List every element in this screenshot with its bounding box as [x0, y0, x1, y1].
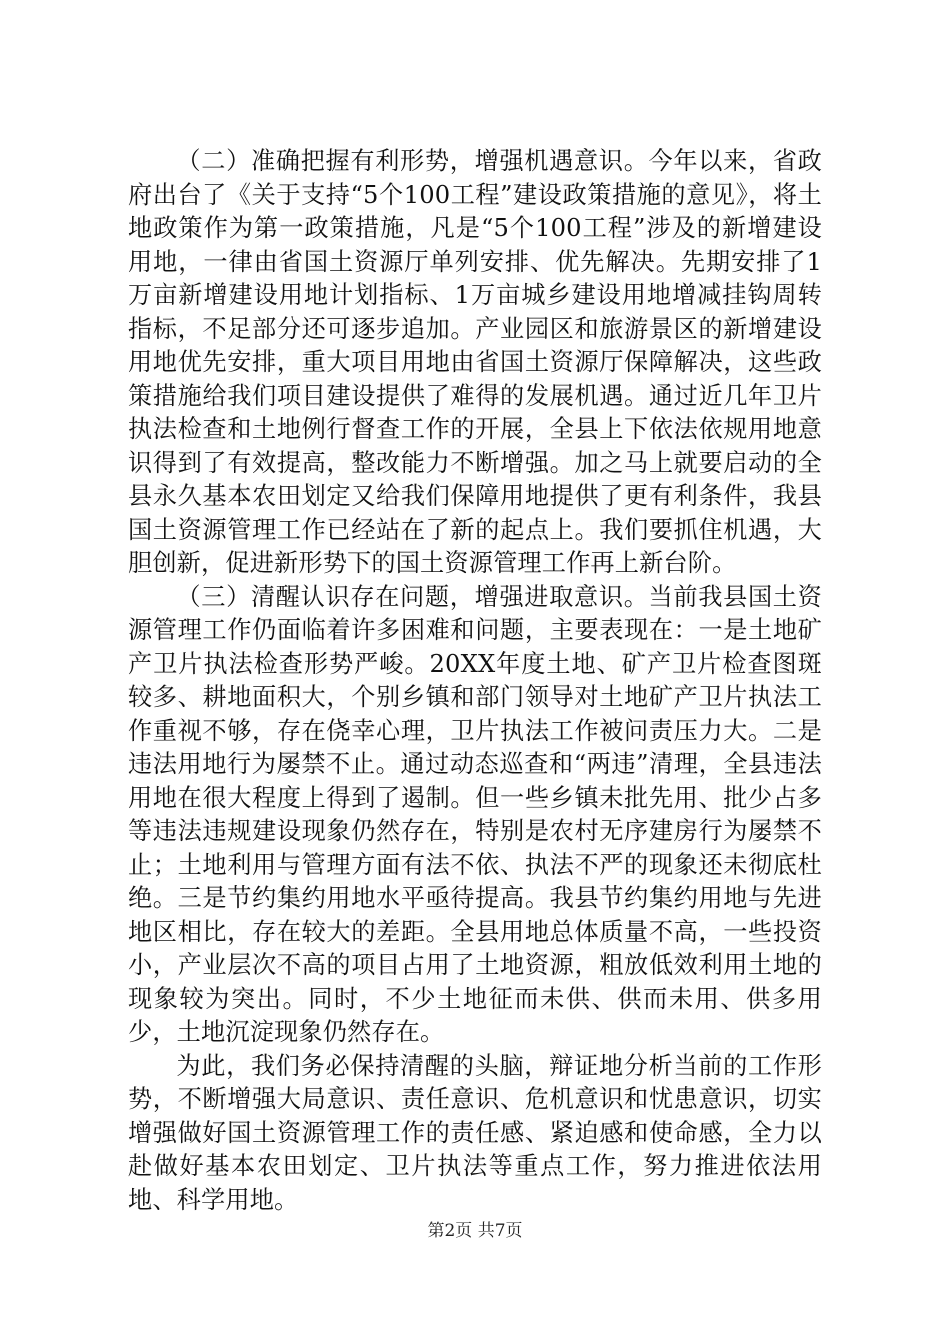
- document-body: [128, 145, 822, 1217]
- paragraph-section-3: （三）清醒认识存在问题，增强进取意识。当前我县国土资源管理工作仍面临着许多困难和问题，主要表现在：一是土地矿产卫片执法检查形势严峻。20XX年度土地、矿产卫片检查图斑较多、耕地面积大，个别乡镇和部门领导对土地矿产卫片执法工作重视不够，存在侥幸心理，卫片执法工作被问责压力大。二是违法用地行为屡禁不止。通过动态巡查和“两违”清理，全县违法用地在很大程度上得到了遏制。但一些乡镇未批先用、批少占多等违法违规建设现象仍然存在，特别是农村无序建房行为屡禁不止；土地利用与管理方面有法不依、执法不严的现象还未彻底杜绝。三是节约集约用地水平亟待提高。我县节约集约用地与先进地区相比，存在较大的差距。全县用地总体质量不高，一些投资小，产业层次不高的项目占用了土地资源，粗放低效利用土地的现象较为突出。同时，不少土地征而未供、供而未用、供多用少，土地沉淀现象仍然存在。: [128, 582, 822, 1046]
- paragraph-conclusion: 为此，我们务必保持清醒的头脑，辩证地分析当前的工作形势，不断增强大局意识、责任意识、危机意识和忧患意识，切实增强做好国土资源管理工作的责任感、紧迫感和使命感，全力以赴做好基本农田划定、卫片执法等重点工作，努力推进依法用地、科学用地。: [128, 1051, 822, 1214]
- page-number-footer: 第2页 共7页: [427, 1221, 523, 1241]
- paragraph-section-2: （二）准确把握有利形势，增强机遇意识。今年以来，省政府出台了《关于支持“5个100工程”建设政策措施的意见》，将土地政策作为第一政策措施，凡是“5个100工程”涉及的新增建设用地，一律由省国土资源厅单列安排、优先解决。先期安排了1万亩新增建设用地计划指标、1万亩城乡建设用地增减挂钩周转指标，不足部分还可逐步追加。产业园区和旅游景区的新增建设用地优先安排，重大项目用地由省国土资源厅保障解决，这些政策措施给我们项目建设提供了难得的发展机遇。通过近几年卫片执法检查和土地例行督查工作的开展，全县上下依法依规用地意识得到了有效提高，整改能力不断增强。加之马上就要启动的全县永久基本农田划定又给我们保障用地提供了更有利条件，我县国土资源管理工作已经站在了新的起点上。我们要抓住机遇，大胆创新，促进新形势下的国土资源管理工作再上新台阶。: [128, 147, 822, 577]
